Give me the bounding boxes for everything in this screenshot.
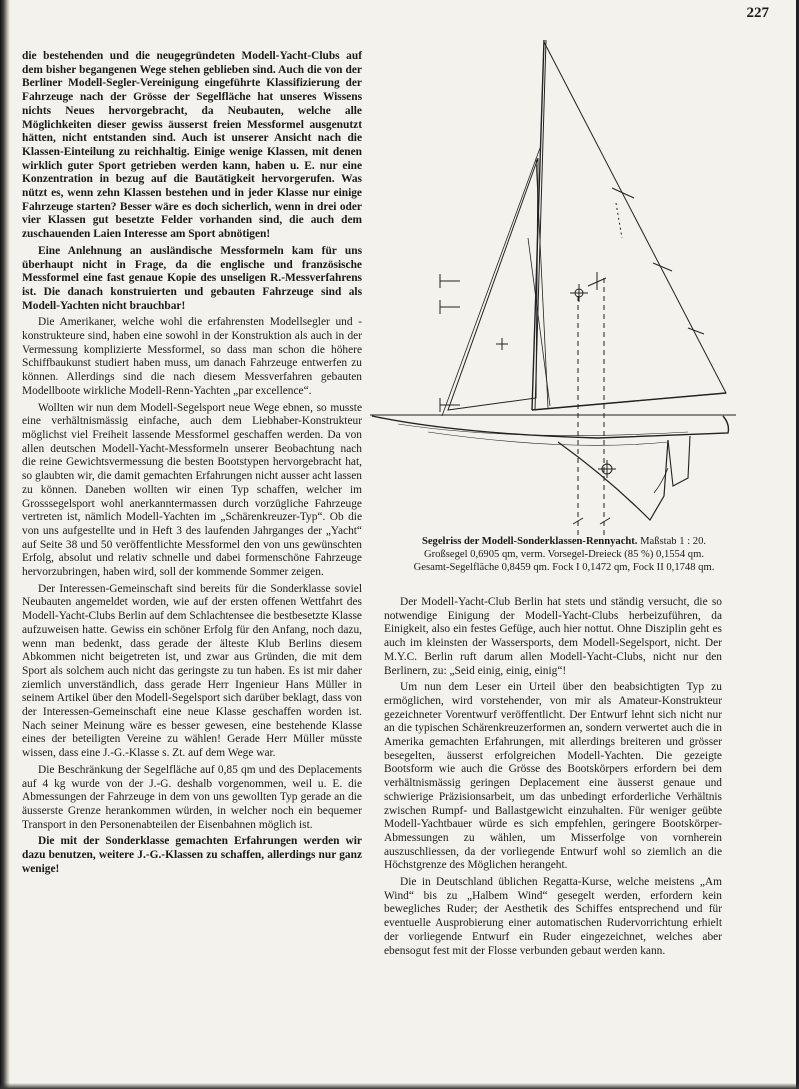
left-paragraph-4: Wollten wir nun dem Modell-Segelsport neue Wege ebnen, so musste eine verhältnismässig einfache, auch dem Liebhaber-Konstrukteur möglichst viel Freiheit lassende Messformel geschaffen werden. Da von allen deutschen Modell-Yacht-Messformeln unserer Beobachtung nach die reine Gewichtsvermessung die besten Bootstypen hervorgebracht hat, so glaubten wir, die damit gemachten Erfahrungen nicht ausser acht lassen zu können. Daneben wollten wir einen Typ schaffen, welcher im Grosssegelsport wohl anerkanntermassen durch vorzügliche Fahrzeuge vertreten ist, nämlich Modell-Yachten im „Schärenkreuzer-Typ“. Ob die von uns aufgestellte und in Heft 3 des laufenden Jahrganges der „Yacht“ auf Seite 38 und 50 veröffentlichte Messformel den von uns gewünschten Erfolg, absolut und relativ schnelle und dabei formenschöne Fahrzeuge hervorzubringen, haben wird, soll der kommende Sommer zeigen. bbox=[22, 401, 362, 579]
caption-line-3: Gesamt-Segelfläche 0,8459 qm. Fock I 0,1472 qm, Fock II 0,1748 qm. bbox=[413, 562, 715, 573]
right-paragraph-2: Um nun dem Leser ein Urteil über den beabsichtigten Typ zu ermöglichen, wird vorstehender, von mir als Amateur-Konstrukteur gezeichneter Vorentwurf veröffentlicht. Der Entwurf lehnt sich nicht nur an die typischen Schärenkreuzerformen an, sondern verwertet auch die in Amerika gemachten Erfahrungen, mit allerdings breiteren und grösser besegelten, äusserst erfolgreichen Modell-Yachten. Die gezeigte Bootsform wie auch die Grösse des Bootskörpers erfordern bei dem verhältnismässig geringen Deplacement eine äusserst genaue und schwierige Präzisionsarbeit, um das unbedingt erforderliche Verhältnis zwischen Rumpf- und Ballastgewicht einzuhalten. Für weniger geübte Modell-Yachtbauer würde es sich empfehlen, geringere Bootskörper-Abmessungen zu wählen, um Misserfolge von vornherein auszuschliessen, da der vorliegende Entwurf wohl so ziemlich an die Höchstgrenze des Möglichen herangeht. bbox=[384, 681, 722, 872]
scan-edge-left bbox=[0, 0, 10, 1089]
left-paragraph-7: Die mit der Sonderklasse gemachten Erfahrungen werden wir dazu benutzen, weitere J.-G.-Klassen zu schaffen, allerdings nur ganz wenige! bbox=[22, 835, 362, 875]
page-number: 227 bbox=[746, 5, 769, 21]
mast bbox=[532, 40, 544, 410]
sail-plan-drawing bbox=[368, 38, 740, 538]
left-column bbox=[22, 50, 362, 879]
right-paragraph-3: Die in Deutschland üblichen Regatta-Kurse, welche meistens „Am Wind“ bis zu „Halbem Wind“ gesegelt werden, erfordern kein bewegliches Ruder; der Aesthetik des Schiffes entsprechend und für eventuelle Ausprobierung einer automatischen Rudervorrichtung erhielt der vorliegende Entwurf ein Ruder eingezeichnet, welches aber ebensogut fest mit der Flosse verbunden gebaut werden kann. bbox=[384, 876, 722, 957]
figure-caption bbox=[394, 535, 734, 574]
hull bbox=[372, 416, 728, 438]
left-paragraph-3: Die Amerikaner, welche wohl die erfahrensten Modellsegler und -konstrukteure sind, haben eine sowohl in der Konstruktion als auch in der Vermessung komplizierte Messformel, so dass man schon die höhere Schiffbaukunst studiert haben muss, um danach Fahrzeuge entwerfen zu können. Allerdings sind die nach diesem Messverfahren gebauten Modellboote wirkliche Modell-Renn-Yachten „par excellence“. bbox=[22, 316, 362, 397]
mainsail bbox=[532, 42, 726, 410]
keel bbox=[558, 440, 668, 520]
scan-edge-bottom bbox=[0, 1083, 799, 1089]
caption-line-2: Großsegel 0,6905 qm, verm. Vorsegel-Dreieck (85 %) 0,1554 qm. bbox=[424, 549, 704, 560]
left-paragraph-6: Die Beschränkung der Segelfläche auf 0,85 qm und des Deplacements auf 4 kg wurde von der J.-G. deshalb vorgenommen, weil u. E. die Abmessungen der Fahrzeuge in dem von uns gewollten Typ gerade an die äusserste Grenze herankommen würden, in welcher noch ein bequemer Transport in den Personenabteilen der Eisenbahnen möglich ist. bbox=[22, 763, 362, 831]
right-column bbox=[384, 596, 722, 961]
caption-line-1 bbox=[394, 535, 734, 548]
caption-scale: Maßstab 1 : 20. bbox=[637, 536, 707, 547]
left-paragraph-5: Der Interessen-Gemeinschaft sind bereits für die Sonderklasse soviel Neubauten angemeldet worden, wie auf der ersten offenen Wettfahrt des Modell-Yacht-Clubs Berlin auf dem Schlachtensee die bestbesetzte Klasse aufzuweisen hatte. Gewiss ein schöner Erfolg für den Anfang, noch dazu, wenn man bedenkt, dass gerade der älteste Klub Berlins diesem Abkommen nicht beigetreten ist, und zwar aus Gründen, die mit dem Sport als solchem auch nicht das geringste zu tun haben. Es ist mir daher ziemlich unverständlich, dass gerade Herr Ingenieur Hans Müller in seinem Artikel über den Modell-Segelsport sich darüber beklagt, dass von der Interessen-Gemeinschaft eine neue Klasse geschaffen worden ist. Nach seiner Meinung wäre es besser gewesen, eine bestehende Klasse eines der beteiligten Vereine zu wählen! Gerade Herr Müller müsste wissen, dass eine J.-G.-Klasse s. Zt. auf dem Wege war. bbox=[22, 582, 362, 760]
left-paragraph-2: Eine Anlehnung an ausländische Messformeln kam für uns überhaupt nicht in Frage, da die englische und französische Messformel eine fast genaue Kopie des unseligen R.-Messverfahrens ist. Die danach konstruierten und gebauten Fahrzeuge sind als Modell-Yachten nicht brauchbar! bbox=[22, 244, 362, 312]
rudder bbox=[668, 436, 690, 486]
left-paragraph-1: die bestehenden und die neugegründeten Modell-Yacht-Clubs auf dem bisher begangenen Wege stehen geblieben sind. Auch die von der Berliner Modell-Segler-Vereinigung eingeführte Klassifizierung der Fahrzeuge nach der Grösse der Segelfläche hat unseres Wissens nichts Neues hervorgebracht, da Neubauten, welche alle Möglichkeiten dieser gewiss äusserst freien Messformel ausgenutzt hätten, nicht entstanden sind. Auch ist unserer Ansicht nach die Klassen-Einteilung zu reichhaltig. Einige wenige Klassen, mit denen wirklich guter Sport getrieben werden kann, haben u. E. nur eine Konzentration in bezug auf die Bautätigkeit hervorgerufen. Was nützt es, wenn zehn Klassen bestehen und in jeder Klasse nur einige Fahrzeuge starten? Besser wäre es doch sicherlich, wenn in drei oder vier Klassen gut besetzte Felder vorhanden sind, die auch dem zuschauenden Laien Interesse am Sport abnötigen! bbox=[22, 50, 362, 241]
headsail bbox=[448, 158, 538, 410]
right-paragraph-1: Der Modell-Yacht-Club Berlin hat stets und ständig versucht, die so notwendige Einigung der Modell-Yacht-Clubs herbeizuführen, da Einigkeit, also ein festes Gefüge, auch hier nottut. Ohne Disziplin geht es auch im kleinsten der Wassersports, dem Modell-Segelsport, nicht. Der M.Y.C. Berlin ruft darum allen Modell-Yacht-Clubs, nicht nur den Berlinern, zu: „Seid einig, einig, einig“! bbox=[384, 596, 722, 677]
caption-title: Segelriss der Modell-Sonderklassen-Rennyacht. bbox=[421, 536, 638, 547]
boom bbox=[532, 393, 726, 410]
